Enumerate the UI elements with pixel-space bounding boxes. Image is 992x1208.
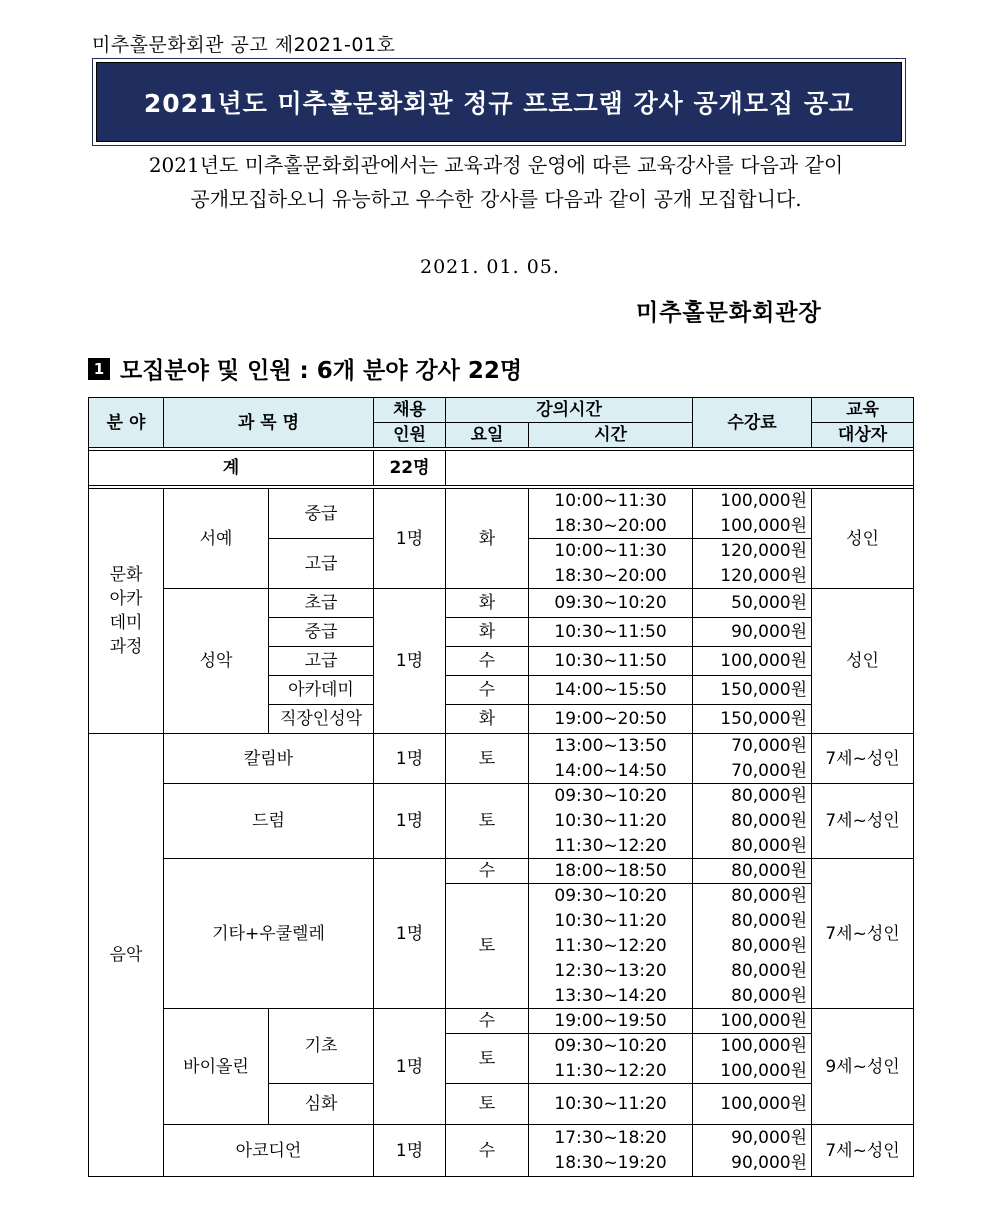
time: 10:30~11:20 (529, 909, 693, 934)
fee: 100,000원 (693, 489, 812, 514)
level: 중급 (269, 618, 374, 647)
day: 토 (446, 884, 529, 1009)
header-time: 시간 (529, 423, 693, 448)
table-row (89, 489, 914, 514)
level-advanced: 심화 (269, 1084, 374, 1125)
time: 18:30~20:00 (529, 514, 693, 539)
table-row (89, 734, 914, 759)
time: 14:00~15:50 (529, 676, 693, 705)
subject-calligraphy: 서예 (164, 489, 269, 589)
time: 10:30~11:20 (529, 809, 693, 834)
fee: 80,000원 (693, 934, 812, 959)
section-heading (88, 352, 522, 385)
intro-text (60, 148, 932, 216)
fee: 120,000원 (693, 539, 812, 564)
fee: 150,000원 (693, 676, 812, 705)
time: 19:00~19:50 (529, 1009, 693, 1034)
page-title: 2021년도 미추홀문화회관 정규 프로그램 강사 공개모집 공고 (143, 89, 855, 118)
level-advanced: 고급 (269, 539, 374, 589)
fee: 80,000원 (693, 859, 812, 884)
time: 11:30~12:20 (529, 934, 693, 959)
header-hire-2: 인원 (374, 423, 446, 448)
header-row-1 (89, 398, 914, 423)
day: 수 (446, 1125, 529, 1177)
time: 10:00~11:30 (529, 489, 693, 514)
day: 토 (446, 1084, 529, 1125)
fee: 100,000원 (693, 1059, 812, 1084)
header-field: 분 야 (89, 398, 164, 448)
day: 토 (446, 734, 529, 784)
intro-line-2: 공개모집하오니 유능하고 우수한 강사를 다음과 같이 공개 모집합니다. (190, 187, 802, 211)
target: 성인 (812, 489, 914, 589)
time: 13:00~13:50 (529, 734, 693, 759)
fee: 90,000원 (693, 1151, 812, 1177)
fee: 120,000원 (693, 564, 812, 589)
total-row (89, 451, 914, 486)
time: 11:30~12:20 (529, 1059, 693, 1084)
hire-count: 1명 (374, 1009, 446, 1125)
fee: 80,000원 (693, 784, 812, 809)
level: 아카데미 (269, 676, 374, 705)
hire-count: 1명 (374, 489, 446, 589)
header-hire-1: 채용 (374, 398, 446, 423)
time: 18:00~18:50 (529, 859, 693, 884)
target: 성인 (812, 589, 914, 734)
header-target-2: 대상자 (812, 423, 914, 448)
level-intermediate: 중급 (269, 489, 374, 539)
signer: 미추홀문화회관장 (636, 299, 822, 326)
fee: 100,000원 (693, 1034, 812, 1059)
total-count: 22명 (374, 451, 446, 486)
time: 12:30~13:20 (529, 959, 693, 984)
header-lecture-time: 강의시간 (446, 398, 693, 423)
header-subject: 과 목 명 (164, 398, 374, 448)
subject-accordion: 아코디언 (164, 1125, 374, 1177)
time: 17:30~18:20 (529, 1125, 693, 1151)
fee: 90,000원 (693, 1125, 812, 1151)
fee: 150,000원 (693, 705, 812, 734)
hire-count: 1명 (374, 589, 446, 734)
time: 18:30~20:00 (529, 564, 693, 589)
title-banner (96, 62, 902, 142)
header-target-1: 교육 (812, 398, 914, 423)
day: 토 (446, 784, 529, 859)
fee: 100,000원 (693, 1009, 812, 1034)
header-day: 요일 (446, 423, 529, 448)
target: 7세~성인 (812, 784, 914, 859)
fee: 100,000원 (693, 514, 812, 539)
target: 7세~성인 (812, 859, 914, 1009)
time: 14:00~14:50 (529, 759, 693, 784)
target: 7세~성인 (812, 734, 914, 784)
level: 고급 (269, 647, 374, 676)
hire-count: 1명 (374, 1125, 446, 1177)
day: 수 (446, 647, 529, 676)
hire-count: 1명 (374, 784, 446, 859)
notice-date: 2021. 01. 05. (420, 256, 560, 278)
day: 토 (446, 1034, 529, 1084)
fee: 80,000원 (693, 884, 812, 909)
level: 직장인성악 (269, 705, 374, 734)
fee: 70,000원 (693, 759, 812, 784)
section-title: 모집분야 및 인원 : 6개 분야 강사 22명 (120, 358, 523, 384)
day: 화 (446, 618, 529, 647)
fee: 50,000원 (693, 589, 812, 618)
time: 09:30~10:20 (529, 1034, 693, 1059)
fee: 100,000원 (693, 647, 812, 676)
time: 10:30~11:20 (529, 1084, 693, 1125)
time: 10:30~11:50 (529, 618, 693, 647)
time: 10:00~11:30 (529, 539, 693, 564)
subject-guitar-ukulele: 기타+우쿨렐레 (164, 859, 374, 1009)
time: 09:30~10:20 (529, 784, 693, 809)
hire-count: 1명 (374, 734, 446, 784)
field-culture: 문화 아카 데미 과정 (89, 489, 164, 734)
recruitment-table (88, 397, 914, 1177)
hire-count: 1명 (374, 859, 446, 1009)
table-row (89, 1125, 914, 1151)
section-number-badge: 1 (88, 358, 110, 380)
day: 수 (446, 1009, 529, 1034)
subject-drum: 드럼 (164, 784, 374, 859)
fee: 80,000원 (693, 809, 812, 834)
day: 화 (446, 489, 529, 589)
fee: 90,000원 (693, 618, 812, 647)
intro-line-1: 2021년도 미추홀문화회관에서는 교육과정 운영에 따른 교육강사를 다음과 같이 (148, 153, 844, 177)
target: 7세~성인 (812, 1125, 914, 1177)
time: 18:30~19:20 (529, 1151, 693, 1177)
subject-violin: 바이올린 (164, 1009, 269, 1125)
total-label: 계 (89, 451, 374, 486)
level: 초급 (269, 589, 374, 618)
table-row (89, 589, 914, 618)
target: 9세~성인 (812, 1009, 914, 1125)
table-row (89, 784, 914, 809)
day: 화 (446, 589, 529, 618)
time: 10:30~11:50 (529, 647, 693, 676)
fee: 80,000원 (693, 909, 812, 934)
day: 수 (446, 676, 529, 705)
time: 09:30~10:20 (529, 589, 693, 618)
field-music: 음악 (89, 734, 164, 1177)
time: 11:30~12:20 (529, 834, 693, 859)
table-row (89, 859, 914, 884)
day: 수 (446, 859, 529, 884)
time: 09:30~10:20 (529, 884, 693, 909)
fee: 70,000원 (693, 734, 812, 759)
fee: 80,000원 (693, 959, 812, 984)
table-row (89, 1009, 914, 1034)
level-basic: 기초 (269, 1009, 374, 1084)
day: 화 (446, 705, 529, 734)
header-fee: 수강료 (693, 398, 812, 448)
time: 19:00~20:50 (529, 705, 693, 734)
fee: 80,000원 (693, 834, 812, 859)
time: 13:30~14:20 (529, 984, 693, 1009)
subject-kalimba: 칼림바 (164, 734, 374, 784)
fee: 100,000원 (693, 1084, 812, 1125)
notice-number: 미추홀문화회관 공고 제2021-01호 (92, 34, 396, 56)
fee: 80,000원 (693, 984, 812, 1009)
subject-vocal: 성악 (164, 589, 269, 734)
